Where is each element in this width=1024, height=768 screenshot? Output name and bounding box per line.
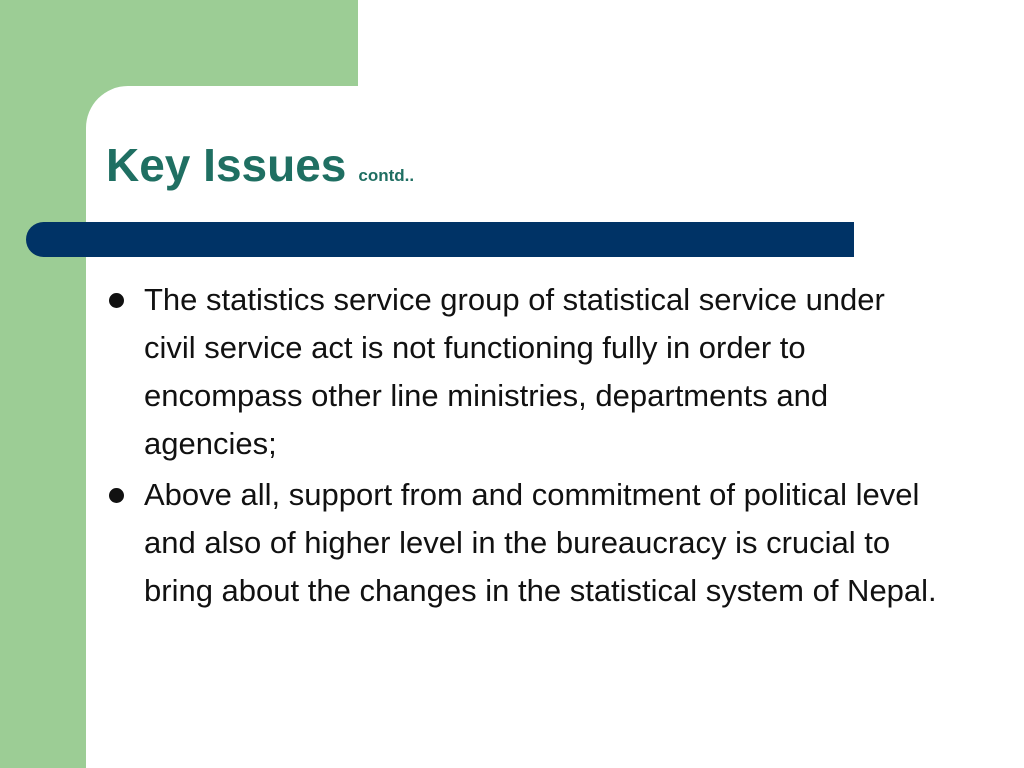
slide-title [106,138,414,198]
title-text: Key Issues [106,139,347,191]
title-underline-bar [26,222,854,257]
bullet-text: The statistics service group of statistical service under civil service act is not functioning fully in order to encompass other line ministries, departments and agencies; [144,282,885,461]
bullet-dot-icon [109,488,124,503]
bullet-text: Above all, support from and commitment of political level and also of higher level in the bureaucracy is crucial to bring about the changes in the statistical system of Nepal. [144,477,937,608]
bullet-item [104,471,944,615]
title-suffix: contd.. [358,166,415,185]
bullet-list [104,276,944,618]
bullet-item [104,276,944,468]
bullet-dot-icon [109,293,124,308]
